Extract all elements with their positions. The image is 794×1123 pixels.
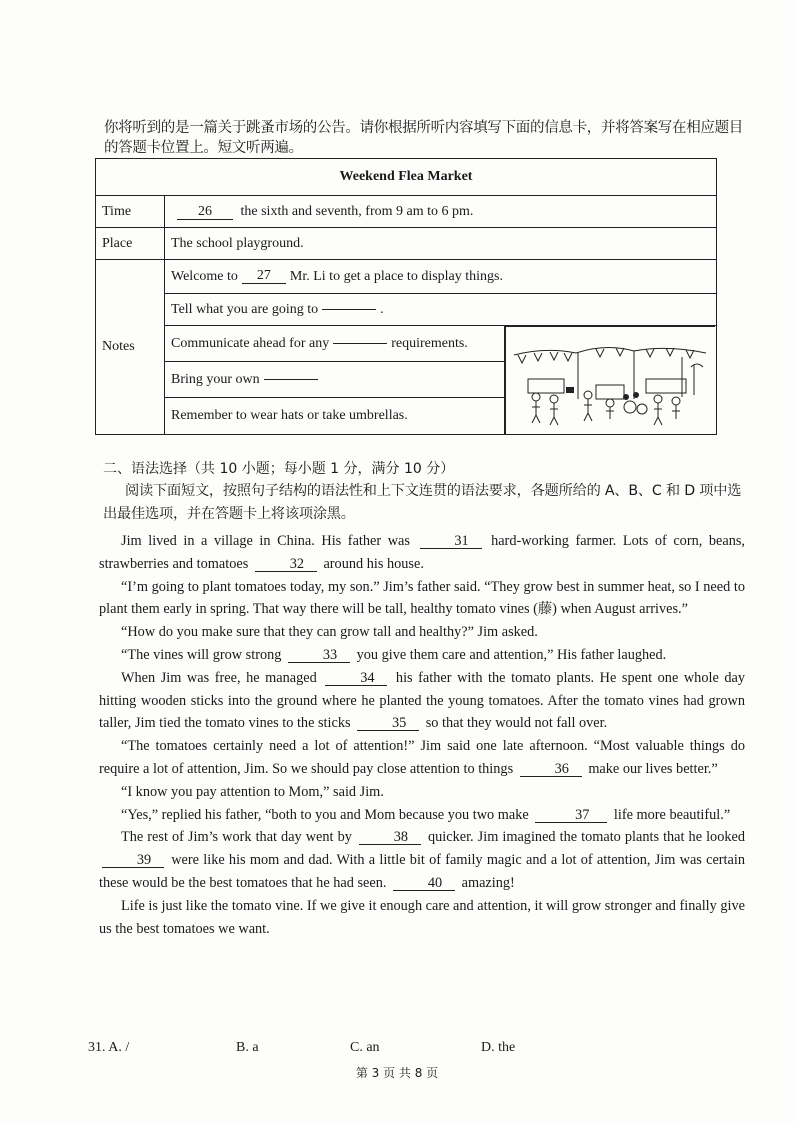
time-row <box>165 196 717 228</box>
option-b[interactable]: B. a <box>236 1040 259 1055</box>
paragraph-6 <box>99 735 745 781</box>
p1-text-c: around his house. <box>323 555 424 572</box>
paragraph-7: “I know you pay attention to Mom,” said Jim. <box>121 783 384 800</box>
paragraph-8 <box>99 804 745 827</box>
paragraph-3: “How do you make sure that they can grow tall and healthy?” Jim asked. <box>121 624 538 641</box>
note5-text: Remember to wear hats or take umbrellas. <box>171 408 408 423</box>
time-text: the sixth and seventh, from 9 am to 6 pm. <box>240 203 474 219</box>
blank-27: 27 <box>242 269 286 284</box>
blank-34: 34 <box>325 671 387 686</box>
note-row-2 <box>165 294 716 326</box>
flea-market-info-card <box>95 158 717 435</box>
blank-32: 32 <box>255 557 317 572</box>
p9-text-b: quicker. Jim imagined the tomato plants that he looked <box>427 829 745 846</box>
blank-35: 35 <box>357 716 419 731</box>
section-heading: 二、语法选择（共 10 小题；每小题 1 分，满分 10 分） <box>103 461 455 477</box>
listening-instruction: 你将听到的是一篇关于跳蚤市场的公告。请你根据所听内容填写下面的信息卡，并将答案写在相应题目的答题卡位置上。短文听两遍。 <box>104 120 743 156</box>
paragraph-5 <box>99 667 745 735</box>
p5-text-b: his father with the tomato plants. He spent one whole day hitting wooden sticks into the ground where he planted the young tomatoes. After the tomato vines had grown taller, Jim tied the tomato vines to the sticks <box>99 669 746 732</box>
section-instruction: 阅读下面短文，按照句子结构的语法性和上下文连贯的语法要求，各题所给的 A、B、C 和 D 项中选出最佳选项，并在答题卡上将该项涂黑。 <box>103 483 742 522</box>
p6-text-a: “The tomatoes certainly need a lot of attention!” Jim said one late afternoon. “Most valuable things do require a lot of attention, Jim. So we should pay close attention to things <box>99 738 745 777</box>
note-row-5 <box>165 398 505 434</box>
p6-text-b: make our lives better.” <box>588 760 718 777</box>
blank-33: 33 <box>288 648 350 663</box>
reading-passage <box>99 530 745 940</box>
notes-cell <box>165 260 717 435</box>
blank-39: 39 <box>102 853 164 868</box>
blank-36: 36 <box>520 762 582 777</box>
note1-text: Welcome to <box>171 268 238 284</box>
note-row-4 <box>165 362 505 398</box>
note1-after: Mr. Li to get a place to display things. <box>289 268 503 284</box>
note-row-1 <box>165 260 716 294</box>
p5-text-c: so that they would not fall over. <box>425 715 608 732</box>
market-sketch-icon <box>506 327 715 434</box>
p5-text-a: When Jim was free, he managed <box>121 669 317 686</box>
option-a[interactable]: 31. A. / <box>88 1040 130 1055</box>
option-c[interactable]: C. an <box>350 1040 380 1055</box>
blank-31: 31 <box>420 534 482 549</box>
notes-label: Notes <box>96 260 165 435</box>
time-label: Time <box>96 196 165 228</box>
p9-text-a: The rest of Jim’s work that day went by <box>121 829 352 846</box>
paragraph-9 <box>99 826 745 894</box>
blank-28 <box>322 309 376 310</box>
note3-after: requirements. <box>391 335 468 351</box>
blank-26: 26 <box>177 205 233 220</box>
p1-text-a: Jim lived in a village in China. His father was <box>121 533 410 549</box>
p4-text-a: “The vines will grow strong <box>121 646 282 663</box>
flea-market-illustration <box>505 326 715 434</box>
blank-29 <box>333 343 387 344</box>
option-d[interactable]: D. the <box>481 1040 516 1055</box>
blank-37: 37 <box>535 808 607 823</box>
blank-38: 38 <box>359 830 421 845</box>
place-label: Place <box>96 228 165 260</box>
paragraph-4 <box>99 644 745 667</box>
paragraph-10: Life is just like the tomato vine. If we give it enough care and attention, it will grow stronger and finally give us the best tomatoes we want. <box>99 897 745 937</box>
paragraph-2: “I’m going to plant tomatoes today, my son.” Jim’s father said. “They grow best in summer heat, so I need to plant them early in spring. That way there will be tall, healthy tomato vines (藤) when August arrives.” <box>99 578 745 618</box>
note2-text: Tell what you are going to <box>171 301 319 317</box>
p9-text-d: amazing! <box>461 874 515 891</box>
note4-text: Bring your own <box>171 371 260 387</box>
p8-text-b: life more beautiful.” <box>613 806 731 823</box>
card-title: Weekend Flea Market <box>96 159 717 196</box>
note-row-3 <box>165 326 505 362</box>
page-number: 第 3 页 共 8 页 <box>355 1066 439 1080</box>
p4-text-b: you give them care and attention,” His father laughed. <box>356 646 667 663</box>
blank-40: 40 <box>393 876 455 891</box>
p1-text-b: hard-working farmer. Lots of corn, beans, strawberries and tomatoes <box>99 533 745 572</box>
place-text: The school playground. <box>165 228 717 260</box>
p9-text-c: were like his mom and dad. With a little bit of family magic and a lot of attention, Jim was certain these would be the best tomatoes that he had seen. <box>99 852 745 891</box>
blank-30 <box>264 379 318 380</box>
note2-after: . <box>380 301 384 317</box>
paragraph-1 <box>99 530 745 576</box>
note3-text: Communicate ahead for any <box>171 335 330 351</box>
p8-text-a: “Yes,” replied his father, “both to you and Mom because you two make <box>121 806 529 823</box>
